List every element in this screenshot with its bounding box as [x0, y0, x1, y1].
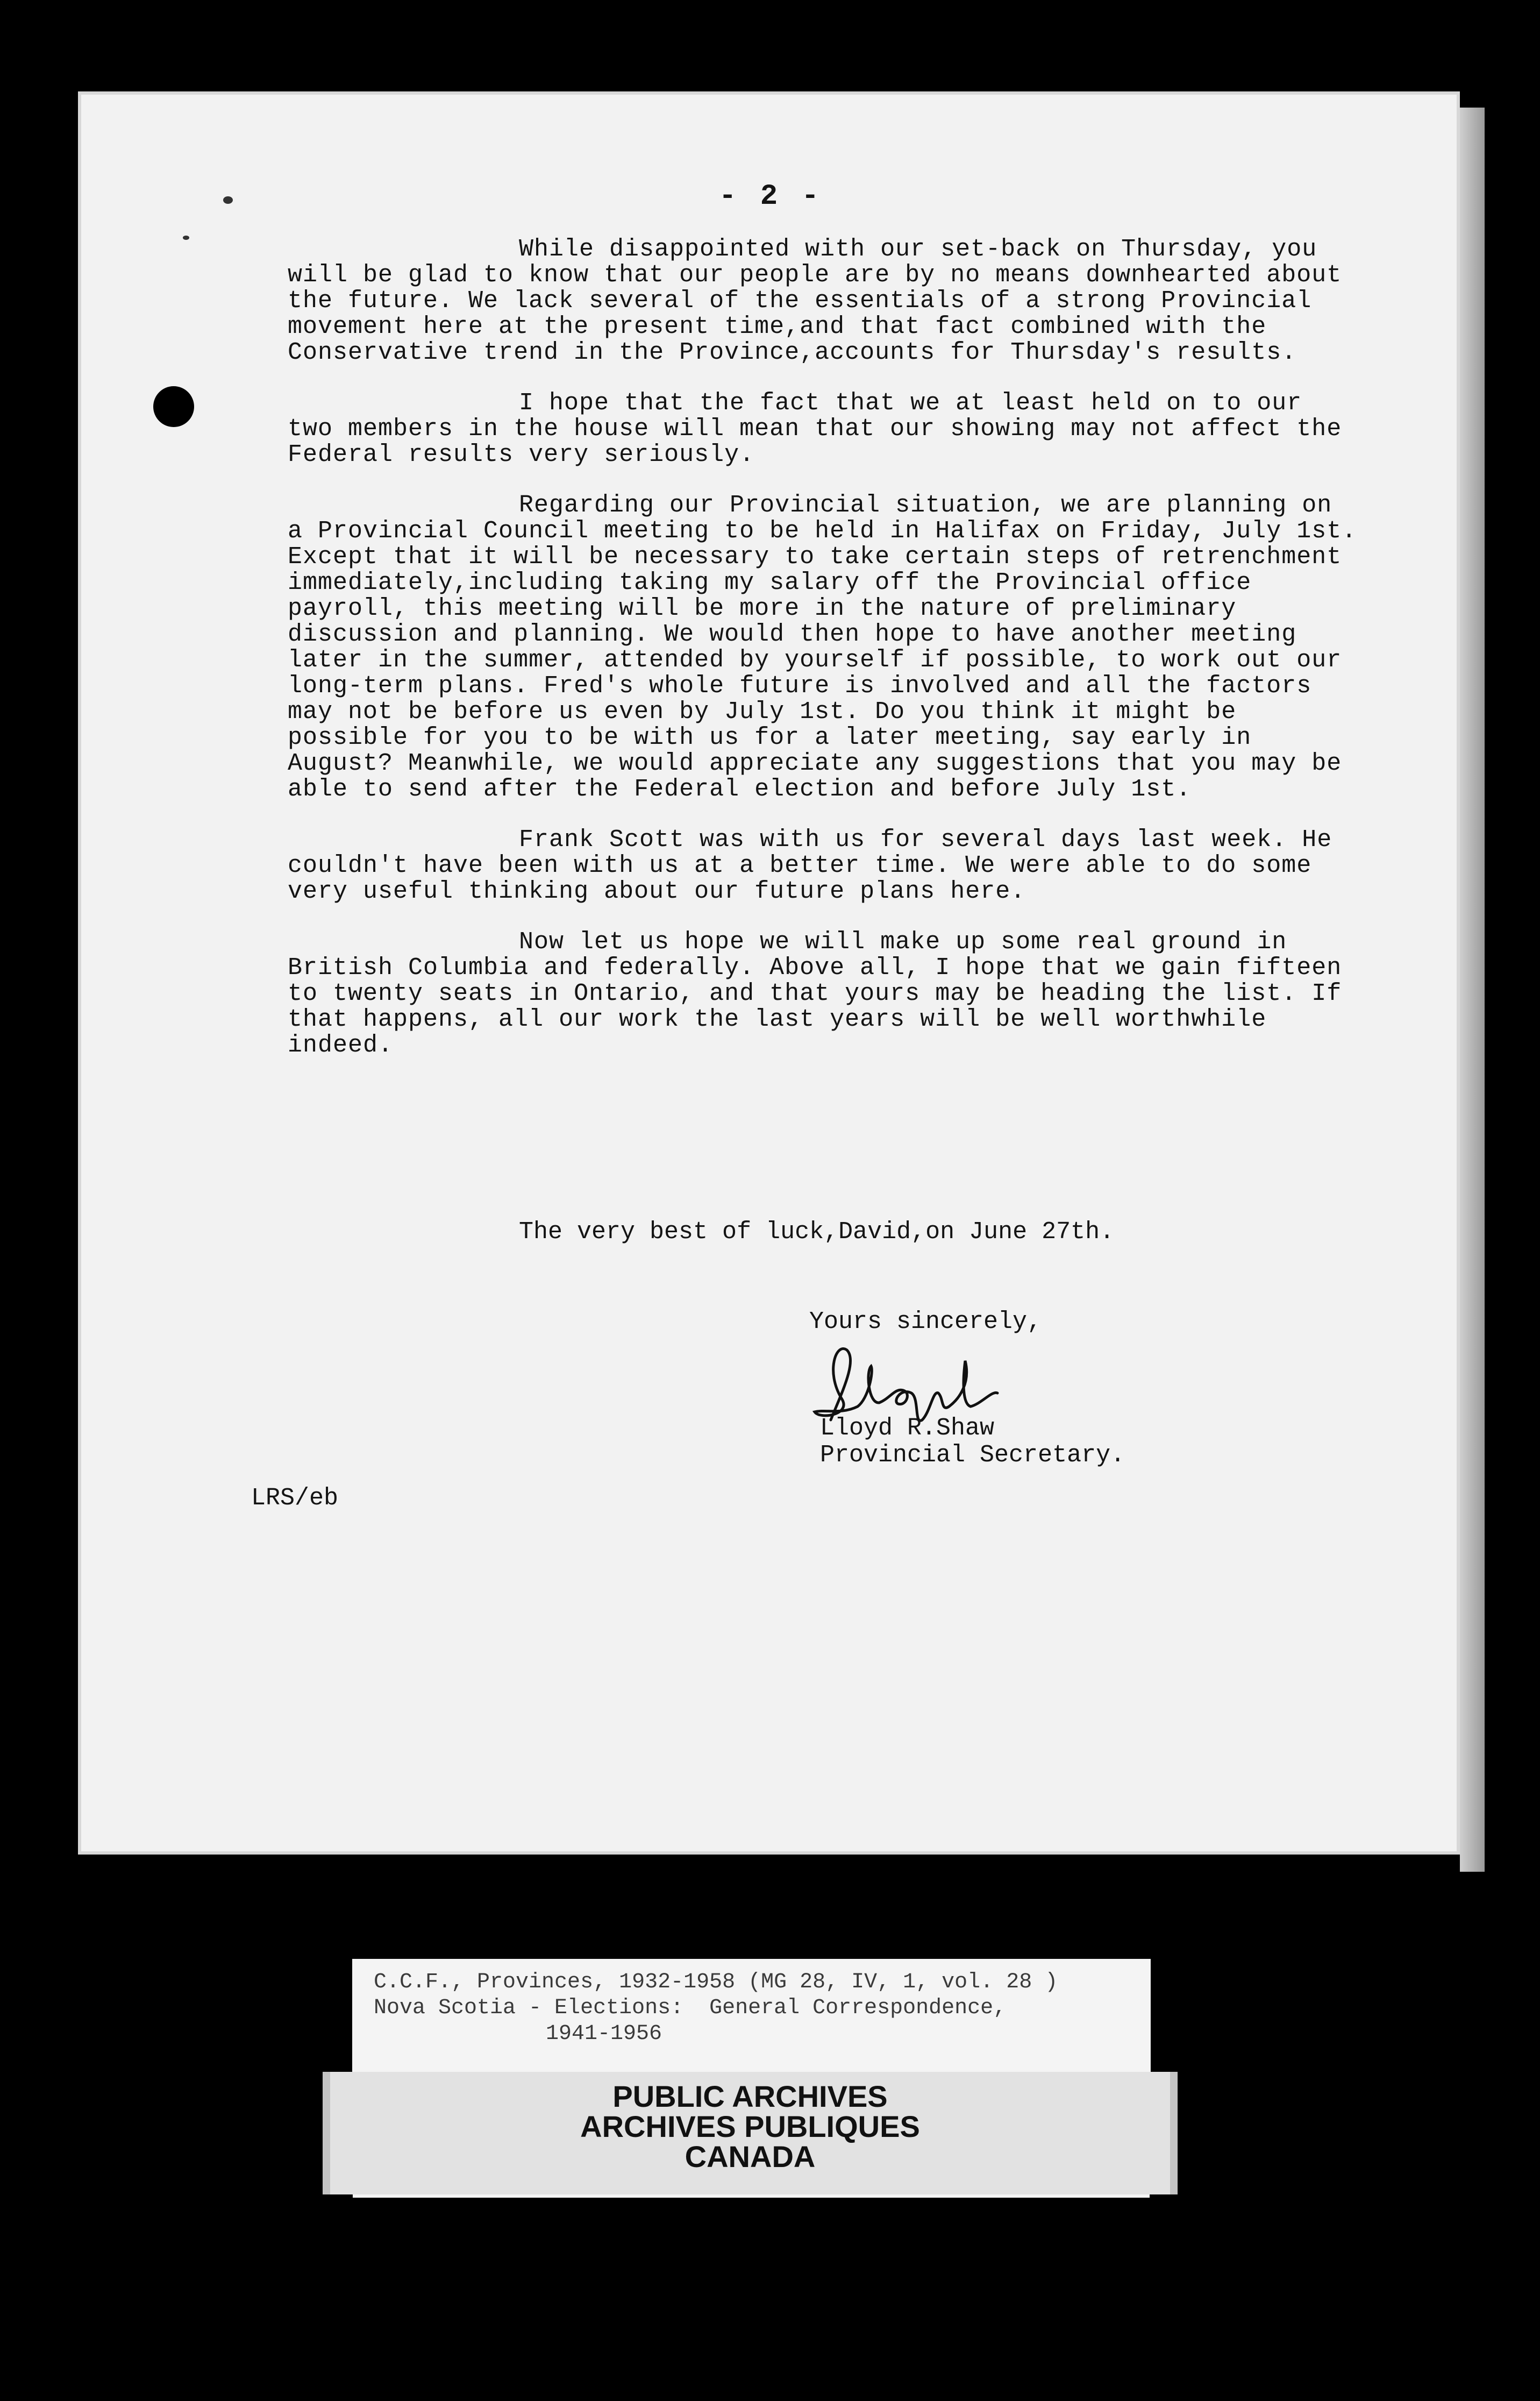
page-number: - 2 -	[719, 180, 823, 213]
speck-mark	[183, 236, 189, 240]
typist-initials: LRS/eb	[251, 1484, 339, 1512]
archive-reference-line-2: Nova Scotia - Elections: General Correspondence,	[374, 1996, 1007, 2020]
archive-stamp-line-1: PUBLIC ARCHIVES	[612, 2079, 888, 2113]
paragraph-5: Now let us hope we will make up some real ground in British Columbia and federally. Above all, I hope that we gain fifteen to twenty seats in Ontario, and that yours may be heading the list. If that happens, all our work the last years will be well worthwhile indeed.	[288, 928, 1342, 1059]
stamp-edge	[353, 2194, 1150, 2198]
signer-title: Provincial Secretary.	[820, 1441, 1125, 1469]
speck-mark	[223, 196, 233, 204]
valediction: Yours sincerely,	[809, 1308, 1042, 1336]
archive-reference-label	[352, 1959, 1151, 2072]
archive-reference-line-1: C.C.F., Provinces, 1932-1958 (MG 28, IV, 1, vol. 28 )	[374, 1970, 1058, 1994]
paragraph-2: I hope that the fact that we at least held on to our two members in the house will mean that our showing may not affect the Federal results very seriously.	[288, 389, 1342, 468]
archive-stamp	[323, 2072, 1178, 2194]
signer-name: Lloyd R.Shaw	[820, 1415, 995, 1442]
closing-line: The very best of luck,David,on June 27th.	[519, 1218, 1115, 1246]
letter-body	[288, 237, 1358, 1083]
paragraph-4: Frank Scott was with us for several days last week. He couldn't have been with us at a better time. We were able to do some very useful thinking about our future plans here.	[288, 826, 1332, 905]
archive-stamp-line-3: CANADA	[685, 2140, 816, 2173]
paragraph-3: Regarding our Provincial situation, we are planning on a Provincial Council meeting to be held in Halifax on Friday, July 1st. Except that it will be necessary to take certain steps of retrenchment immediately,including taking my salary off the Provincial office payroll, this meeting will be more in the nature of preliminary discussion and planning. We would then hope to have another meeting later in the summer, attended by yourself if possible, to work out our long-term plans. Fred's whole future is involved and all the factors may not be before us even by July 1st. Do you think it might be possible for you to be with us for a later meeting, say early in August? Meanwhile, we would appreciate any suggestions that you may be able to send after the Federal election and before July 1st.	[288, 492, 1357, 803]
paragraph-1: While disappointed with our set-back on Thursday, you will be glad to know that our people are by no means downhearted about the future. We lack several of the essentials of a strong Provincial movement here at the present time,and that fact combined with the Conservative trend in the Province,accounts for Thursday's results.	[288, 236, 1342, 366]
letter-page	[78, 91, 1460, 1855]
archive-stamp-line-2: ARCHIVES PUBLIQUES	[580, 2109, 920, 2143]
punch-hole	[153, 386, 194, 427]
archive-reference-line-3: 1941-1956	[546, 2022, 662, 2046]
